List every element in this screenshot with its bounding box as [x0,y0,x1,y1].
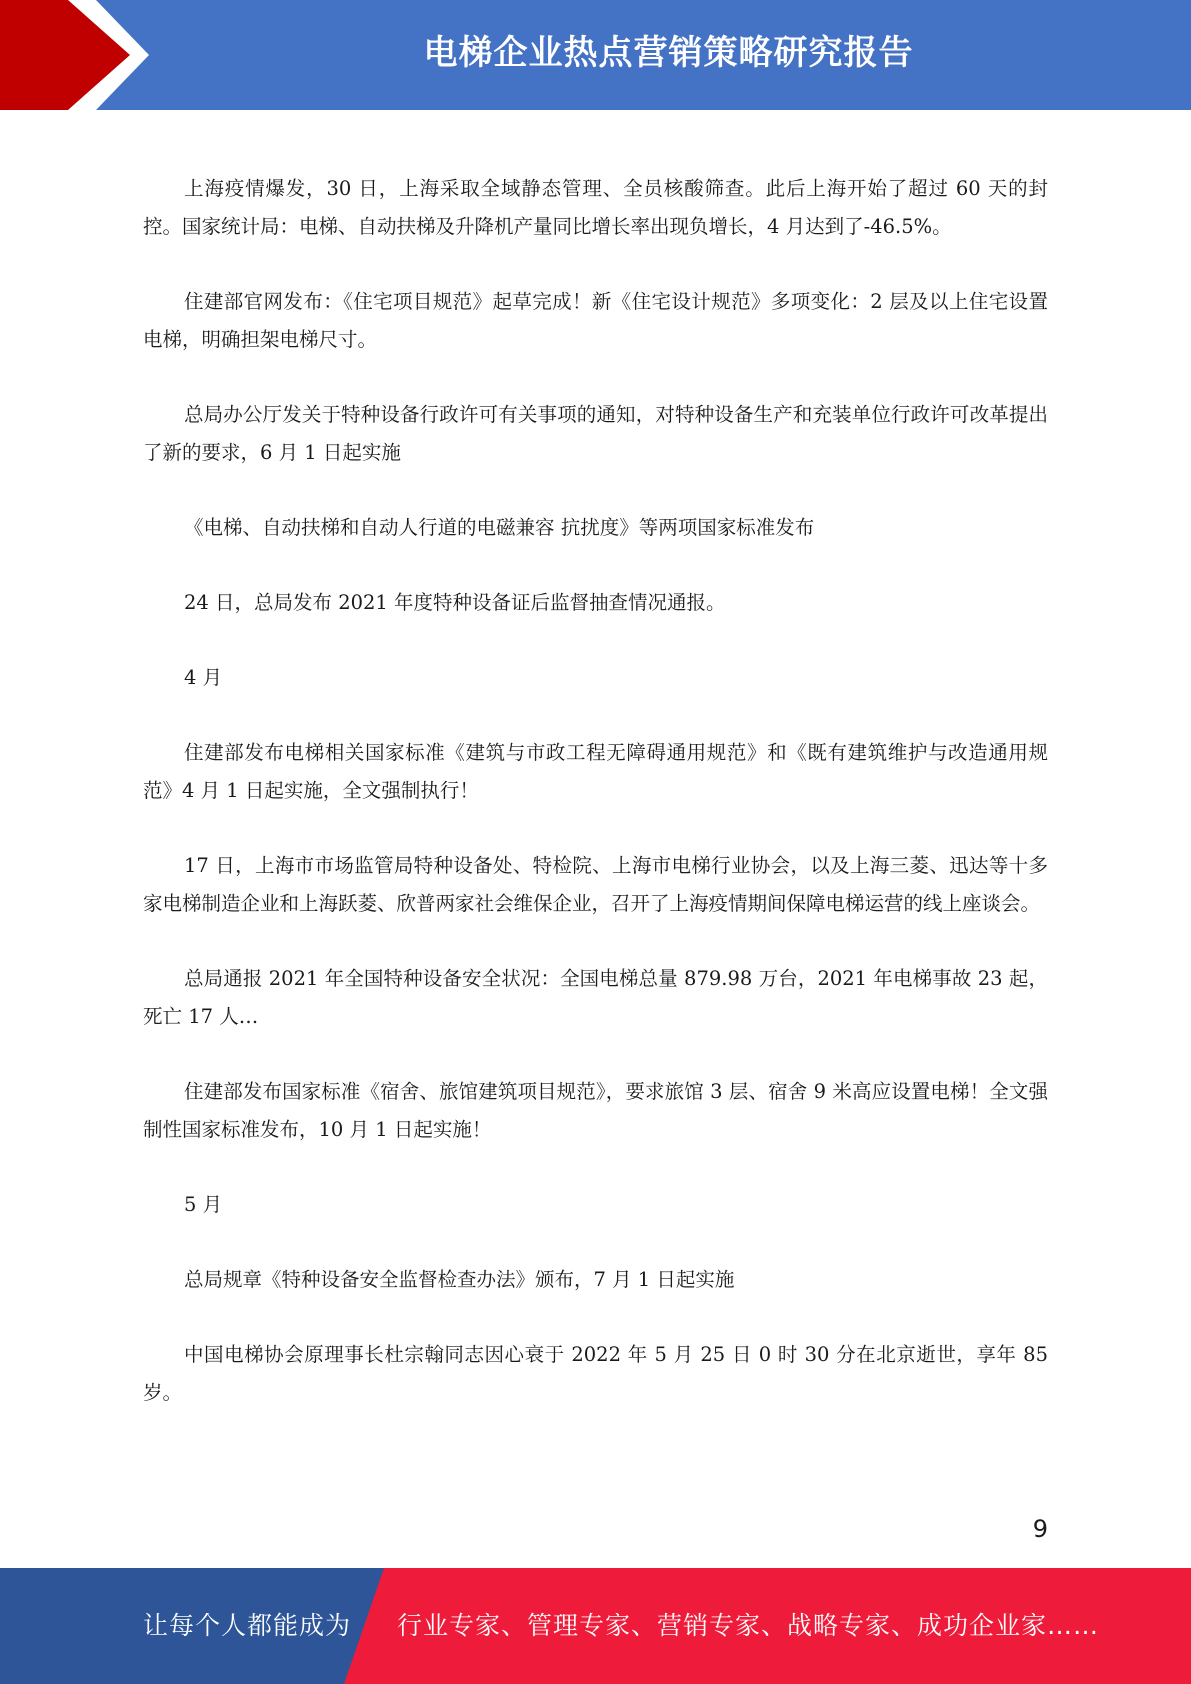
footer-slogan-right: 行业专家、管理专家、营销专家、战略专家、成功企业家…… [397,1611,1100,1640]
footer-slogan-left: 让每个人都能成为 [143,1611,352,1640]
paragraph: 《电梯、自动扶梯和自动人行道的电磁兼容 抗扰度》等两项国家标准发布 [184,516,815,539]
report-title: 电梯企业热点营销策略研究报告 [423,33,914,73]
header-arrow-graphic [0,0,160,110]
month-heading: 4 月 [184,666,223,689]
paragraph: 住建部发布国家标准《宿舍、旅馆建筑项目规范》，要求旅馆 3 层、宿舍 9 米高应设置电梯！全文强制性国家标准发布，10 月 1 日起实施！ [143,1080,1048,1141]
paragraph: 总局规章《特种设备安全监督检查办法》颁布，7 月 1 日起实施 [184,1268,735,1291]
paragraph: 总局通报 2021 年全国特种设备安全状况：全国电梯总量 879.98 万台，2021 年电梯事故 23 起，死亡 17 人… [143,967,1048,1028]
paragraph: 住建部官网发布：《住宅项目规范》起草完成！新《住宅设计规范》多项变化：2 层及以上住宅设置电梯，明确担架电梯尺寸。 [143,290,1048,351]
page-header [0,0,1191,110]
paragraph: 总局办公厅发关于特种设备行政许可有关事项的通知，对特种设备生产和充装单位行政许可改革提出了新的要求，6 月 1 日起实施 [143,403,1048,464]
paragraph: 住建部发布电梯相关国家标准《建筑与市政工程无障碍通用规范》和《既有建筑维护与改造通用规范》4 月 1 日起实施，全文强制执行！ [143,741,1048,802]
paragraph: 17 日，上海市市场监管局特种设备处、特检院、上海市电梯行业协会，以及上海三菱、迅达等十多家电梯制造企业和上海跃菱、欣普两家社会维保企业，召开了上海疫情期间保障电梯运营的线上座谈会。 [143,854,1048,915]
paragraph: 24 日，总局发布 2021 年度特种设备证后监督抽查情况通报。 [184,591,726,614]
paragraph: 上海疫情爆发，30 日，上海采取全域静态管理、全员核酸筛查。此后上海开始了超过 60 天的封控。国家统计局：电梯、自动扶梯及升降机产量同比增长率出现负增长，4 月达到了-46.5%。 [143,177,1048,238]
page-number: 9 [1032,1515,1048,1543]
paragraph: 中国电梯协会原理事长杜宗翰同志因心衰于 2022 年 5 月 25 日 0 时 30 分在北京逝世，享年 85 岁。 [143,1343,1048,1404]
document-body [143,170,1048,1449]
month-heading: 5 月 [184,1193,223,1216]
page-footer [0,1568,1191,1684]
